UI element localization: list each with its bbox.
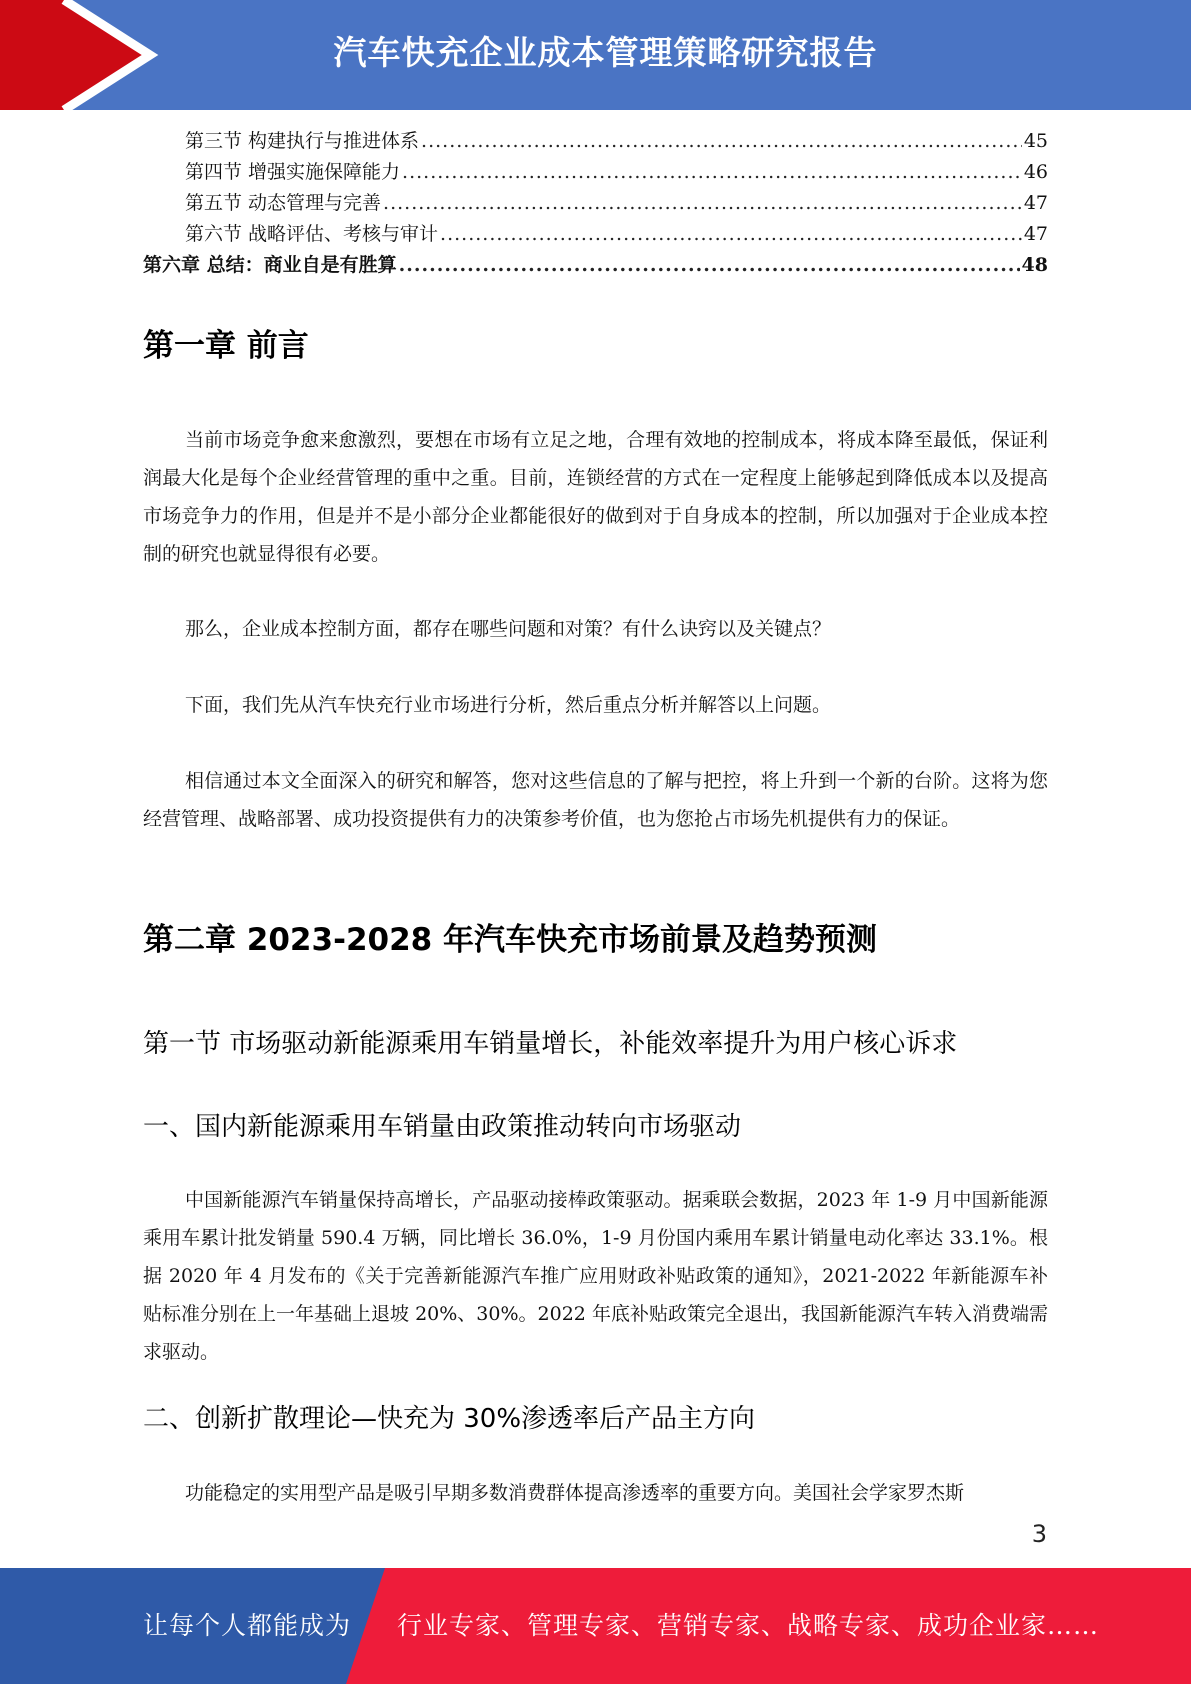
footer-slogan-right: 行业专家、管理专家、营销专家、战略专家、成功企业家…… (397, 1611, 1100, 1640)
toc-entry-title: 第三节 构建执行与推进体系 (185, 130, 420, 152)
toc-entry-page: 47 (1023, 223, 1048, 245)
section-heading: 第一节 市场驱动新能源乘用车销量增长，补能效率提升为用户核心诉求 (143, 1029, 958, 1059)
toc-leader-dots (383, 188, 1022, 219)
chapter-heading: 第一章 前言 (143, 328, 309, 364)
subsection-heading: 二、创新扩散理论—快充为 30%渗透率后产品主方向 (143, 1404, 756, 1434)
paragraph: 中国新能源汽车销量保持高增长，产品驱动接棒政策驱动。据乘联会数据，2023 年 1-9 月中国新能源乘用车累计批发销量 590.4 万辆，同比增长 36.0%，1-9 月份国内乘用车累计销量电动化率达 33.1%。根据 2020 年 4 月发布的《关于完善新能源汽车推广应用财政补贴政策的通知》，2021-2022 年新能源车补贴标准分别在上一年基础上退坡 20%、30%。2022 年底补贴政策完全退出，我国新能源汽车转入消费端需求驱动。 (143, 1189, 1048, 1363)
toc-chapter-entry[interactable] (143, 250, 1048, 281)
paragraph: 当前市场竞争愈来愈激烈，要想在市场有立足之地，合理有效地的控制成本，将成本降至最低，保证利润最大化是每个企业经营管理的重中之重。目前，连锁经营的方式在一定程度上能够起到降低成本以及提高市场竞争力的作用，但是并不是小部分企业都能很好的做到对于自身成本的控制，所以加强对于企业成本控制的研究也就显得很有必要。 (143, 429, 1048, 565)
toc-entry[interactable] (143, 219, 1048, 250)
paragraph: 相信通过本文全面深入的研究和解答，您对这些信息的了解与把控，将上升到一个新的台阶。这将为您经营管理、战略部署、成功投资提供有力的决策参考价值，也为您抢占市场先机提供有力的保证。 (143, 770, 1048, 830)
toc-entry[interactable] (143, 126, 1048, 157)
toc-entry-page: 45 (1023, 130, 1048, 152)
toc-leader-dots (421, 126, 1022, 157)
page-header (0, 0, 1191, 110)
table-of-contents (143, 126, 1048, 281)
toc-leader-dots (402, 157, 1022, 188)
toc-entry-page: 46 (1023, 161, 1048, 183)
toc-leader-dots (399, 250, 1020, 281)
toc-entry-title: 第六章 总结：商业自是有胜算 (143, 254, 397, 276)
paragraph: 功能稳定的实用型产品是吸引早期多数消费群体提高渗透率的重要方向。美国社会学家罗杰斯 (185, 1482, 965, 1504)
toc-entry-page: 48 (1021, 254, 1048, 276)
toc-entry[interactable] (143, 157, 1048, 188)
page-footer (0, 1568, 1191, 1684)
footer-slogan-left: 让每个人都能成为 (143, 1611, 352, 1640)
paragraph: 下面，我们先从汽车快充行业市场进行分析，然后重点分析并解答以上问题。 (185, 694, 832, 716)
subsection-heading: 一、国内新能源乘用车销量由政策推动转向市场驱动 (143, 1112, 742, 1142)
toc-entry-page: 47 (1023, 192, 1048, 214)
toc-entry-title: 第五节 动态管理与完善 (185, 192, 382, 214)
chapter-heading: 第二章 2023-2028 年汽车快充市场前景及趋势预测 (143, 922, 878, 958)
page-number: 3 (1031, 1520, 1047, 1548)
toc-entry-title: 第四节 增强实施保障能力 (185, 161, 401, 183)
paragraph: 那么，企业成本控制方面，都存在哪些问题和对策？有什么诀窍以及关键点？ (185, 618, 832, 640)
toc-entry-title: 第六节 战略评估、考核与审计 (185, 223, 439, 245)
toc-entry[interactable] (143, 188, 1048, 219)
report-title: 汽车快充企业成本管理策略研究报告 (333, 33, 878, 72)
toc-leader-dots (440, 219, 1022, 250)
